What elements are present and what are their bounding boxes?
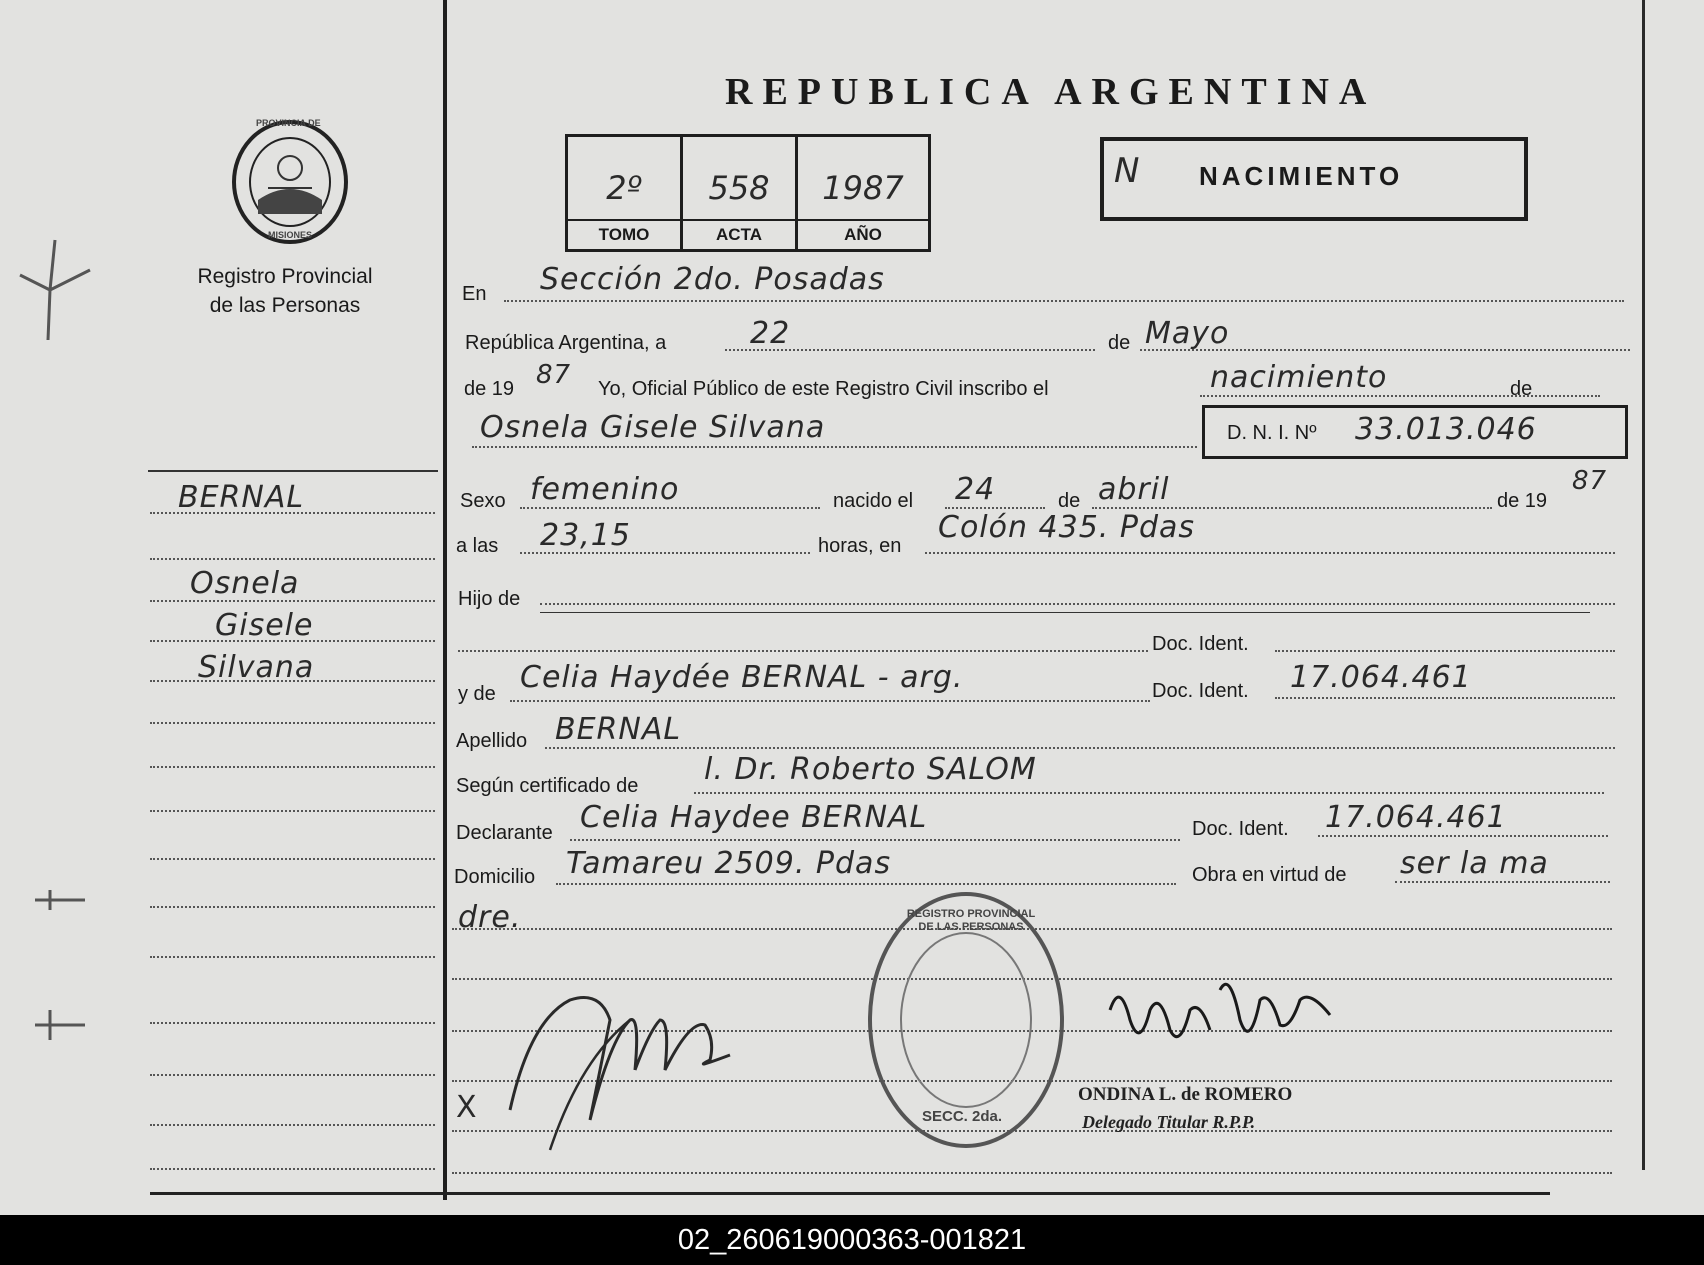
acta-cell	[683, 137, 798, 249]
obra-label: Obra en virtud de	[1192, 864, 1347, 886]
mother-value: Celia Haydée BERNAL - arg.	[520, 660, 964, 695]
margin-top-rule	[148, 470, 438, 472]
apellido-line	[545, 747, 1615, 749]
seal-bottom-text: MISIONES	[268, 230, 313, 240]
yde-label: y de	[458, 683, 496, 705]
margin-line	[150, 1022, 435, 1024]
segun-label: Según certificado de	[456, 775, 639, 797]
birth-month-value: abril	[1098, 472, 1170, 507]
margin-line	[150, 1168, 435, 1170]
registry-line-2: de las Personas	[209, 294, 361, 317]
nacido-label: nacido el	[833, 490, 914, 512]
father-line	[540, 603, 1615, 605]
father-underline	[540, 612, 1590, 613]
page-divider	[443, 0, 447, 1200]
record-type-label: NACIMIENTO	[1199, 161, 1404, 191]
page-right-border	[1642, 0, 1645, 1170]
tomo-value: 2º	[606, 169, 642, 207]
official-role: Delegado Titular R.P.P.	[1082, 1112, 1256, 1132]
page-bottom-rule	[150, 1192, 1550, 1195]
hijo-label: Hijo de	[458, 588, 521, 610]
margin-name-3: Silvana	[198, 650, 315, 685]
domicilio-value: Tamareu 2509. Pdas	[566, 846, 892, 881]
de-label-2: de	[1510, 378, 1533, 400]
declarante-doc-line	[1318, 835, 1608, 837]
certificado-line	[694, 792, 1604, 794]
year-value: 87	[536, 360, 572, 390]
image-caption: 02_260619000363-001821	[0, 1215, 1704, 1265]
margin-name-1: Osnela	[190, 566, 300, 601]
province-seal-icon	[228, 118, 352, 246]
margin-name-2: Gisele	[215, 608, 314, 643]
mother-line	[510, 700, 1150, 702]
month-value: Mayo	[1145, 316, 1230, 351]
tomo-cell	[568, 137, 683, 249]
margin-line	[150, 858, 435, 860]
sexo-value: femenino	[530, 472, 680, 507]
father-doc-value-line	[1275, 650, 1615, 652]
en-line	[504, 300, 1624, 302]
dni-label: D. N. I. Nº	[1227, 422, 1317, 444]
margin-line	[150, 810, 435, 812]
full-name-value: Osnela Gisele Silvana	[480, 410, 826, 445]
apellido-value: BERNAL	[555, 712, 682, 747]
place-value: Colón 435. Pdas	[938, 510, 1196, 545]
declarante-value: Celia Haydee BERNAL	[580, 800, 928, 835]
record-type-box	[1100, 137, 1528, 221]
obra-line	[1395, 881, 1610, 883]
acta-label: ACTA	[683, 219, 795, 245]
de-label-3: de	[1058, 490, 1081, 512]
declarant-signature	[490, 960, 740, 1160]
mother-doc-line	[1275, 697, 1615, 699]
registry-label	[165, 262, 405, 320]
republica-label: República Argentina, a	[465, 332, 667, 354]
certificado-value: l. Dr. Roberto SALOM	[704, 752, 1037, 787]
margin-line	[150, 1124, 435, 1126]
official-name: ONDINA L. de ROMERO	[1078, 1084, 1293, 1105]
birth-day-line	[945, 507, 1045, 509]
margin-line	[150, 766, 435, 768]
dni-value: 33.013.046	[1355, 412, 1537, 447]
full-name-line	[472, 446, 1197, 448]
anio-cell	[798, 137, 928, 249]
obra-value: ser la ma	[1400, 846, 1549, 881]
oficial-text: Yo, Oficial Público de este Registro Civil inscribo el	[598, 378, 1049, 400]
margin-line	[150, 1074, 435, 1076]
de-label: de	[1108, 332, 1131, 354]
dni-box	[1202, 405, 1628, 459]
birth-year-value: 87	[1572, 466, 1608, 496]
domicilio-line	[556, 883, 1176, 885]
doc-ident-label-3: Doc. Ident.	[1192, 818, 1289, 840]
margin-line	[150, 956, 435, 958]
sexo-label: Sexo	[460, 490, 506, 512]
margin-surname: BERNAL	[178, 480, 305, 515]
staple-icon	[30, 880, 90, 920]
signature-x-mark: X	[456, 1090, 478, 1125]
seal-top-text: PROVINCIA DE	[256, 118, 321, 128]
obra-continuation: dre.	[458, 900, 522, 935]
margin-line	[150, 558, 435, 560]
book-reference-box	[565, 134, 931, 252]
official-stamp	[868, 892, 1064, 1148]
declarante-line	[570, 839, 1180, 841]
stamp-bottom-text: SECC. 2da.	[922, 1108, 1003, 1125]
registry-line-1: Registro Provincial	[197, 265, 373, 288]
declarante-doc-value: 17.064.461	[1325, 800, 1507, 835]
acta-value: 558	[708, 169, 770, 207]
year-prefix: de 19	[464, 378, 515, 400]
act-value: nacimiento	[1210, 360, 1388, 395]
mother-doc-value: 17.064.461	[1290, 660, 1472, 695]
apellido-label: Apellido	[456, 730, 528, 752]
extra-line	[452, 1172, 1612, 1174]
de19-label: de 19	[1497, 490, 1548, 512]
horas-label: horas, en	[818, 535, 902, 557]
hour-value: 23,15	[540, 518, 631, 553]
anio-label: AÑO	[798, 219, 928, 245]
official-signature	[1100, 970, 1340, 1080]
stamp-top-text: REGISTRO PROVINCIAL DE LAS PERSONAS	[906, 908, 1036, 933]
anio-value: 1987	[822, 169, 904, 207]
birth-month-line	[1092, 507, 1492, 509]
margin-line	[150, 722, 435, 724]
en-label: En	[462, 283, 487, 305]
page-title: REPUBLICA ARGENTINA	[725, 71, 1377, 113]
tomo-label: TOMO	[568, 219, 680, 245]
domicilio-label: Domicilio	[454, 866, 536, 888]
act-line	[1200, 395, 1600, 397]
en-value: Sección 2do. Posadas	[540, 262, 885, 297]
stamp-inner-ring	[900, 932, 1032, 1108]
margin-line	[150, 906, 435, 908]
sexo-line	[520, 507, 820, 509]
birth-day-value: 24	[955, 472, 996, 507]
declarante-label: Declarante	[456, 822, 553, 844]
day-value: 22	[750, 316, 791, 351]
doc-ident-label-2: Doc. Ident.	[1152, 680, 1249, 702]
staple-icon	[30, 1000, 90, 1060]
father-doc-line	[458, 650, 1148, 652]
place-line	[925, 552, 1615, 554]
doc-ident-label: Doc. Ident.	[1152, 633, 1249, 655]
binding-hole-icon	[10, 230, 100, 350]
alas-label: a las	[456, 535, 499, 557]
record-type-mark: N	[1114, 151, 1141, 191]
